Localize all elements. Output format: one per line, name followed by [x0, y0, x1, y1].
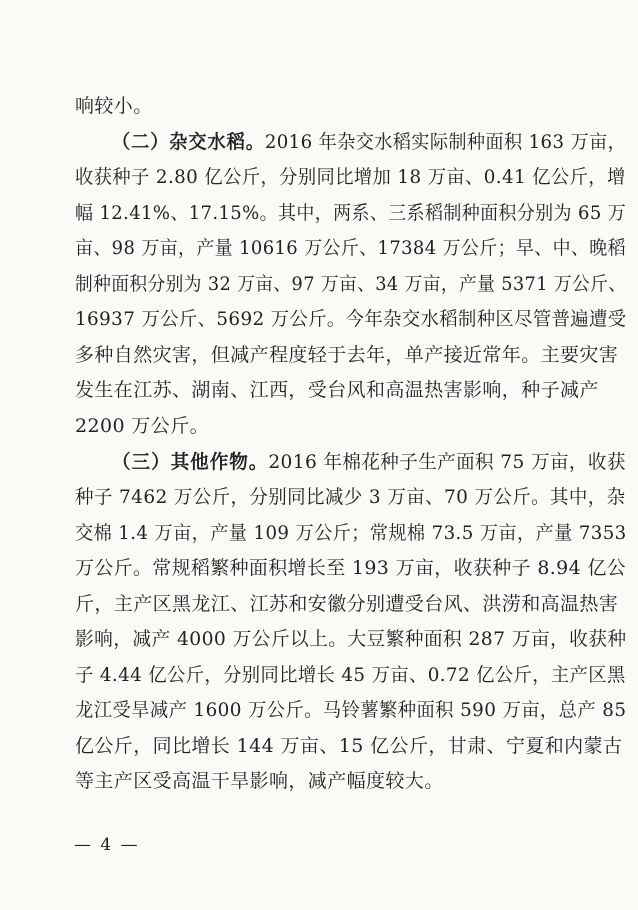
text-line: 龙江受旱减产 1600 万公斤。马铃薯繁种面积 590 万亩，总产 85	[75, 699, 627, 721]
text-line: 制种面积分别为 32 万亩、97 万亩、34 万亩，产量 5371 万公斤、	[75, 273, 627, 295]
text-line: 亿公斤，同比增长 144 万亩、15 亿公斤，甘肃、宁夏和内蒙古	[75, 735, 623, 757]
section-heading: （三）其他作物。	[112, 451, 269, 473]
text-line: 亩、98 万亩，产量 10616 万公斤、17384 万公斤；早、中、晚稻	[75, 237, 626, 259]
text-line: 子 4.44 亿公斤，分别同比增长 45 万亩、0.72 亿公斤，主产区黑	[75, 664, 626, 686]
section-heading-line: （二）杂交水稻。2016 年杂交水稻实际制种面积 163 万亩，	[112, 131, 627, 153]
text-line: 斤，主产区黑龙江、江苏和安徽分别遭受台风、洪涝和高温热害	[75, 593, 619, 615]
text-line: 16937 万公斤、5692 万公斤。今年杂交水稻制种区尽管普遍遭受	[75, 308, 627, 330]
page-number: — 4 —	[74, 835, 140, 855]
text-line: 等主产区受高温干旱影响，减产幅度较大。	[75, 770, 444, 792]
section-heading-line: （三）其他作物。2016 年棉花种子生产面积 75 万亩，收获	[112, 451, 626, 473]
text-line: 种子 7462 万公斤，分别同比减少 3 万亩、70 万公斤。其中，杂	[75, 486, 626, 508]
text-line: 2200 万公斤。	[75, 415, 209, 437]
text-line: 收获种子 2.80 亿公斤，分别同比增加 18 万亩、0.41 亿公斤，增	[75, 166, 626, 188]
text-line: 多种自然灾害，但减产程度轻于去年，单产接近常年。主要灾害	[75, 344, 619, 366]
text-line: 响较小。	[75, 95, 153, 117]
text-line: 万公斤。常规稻繁种面积增长至 193 万亩，收获种子 8.94 亿公	[75, 557, 627, 579]
text-line: 幅 12.41%、17.15%。其中，两系、三系稻制种面积分别为 65 万	[75, 202, 627, 224]
section-heading: （二）杂交水稻。	[112, 131, 265, 153]
text-line: 影响，减产 4000 万公斤以上。大豆繁种面积 287 万亩，收获种	[75, 628, 627, 650]
text-line: 交棉 1.4 万亩，产量 109 万公斤；常规棉 73.5 万亩，产量 7353	[75, 522, 627, 544]
text-line: 发生在江苏、湖南、江西，受台风和高温热害影响，种子减产	[75, 379, 599, 401]
